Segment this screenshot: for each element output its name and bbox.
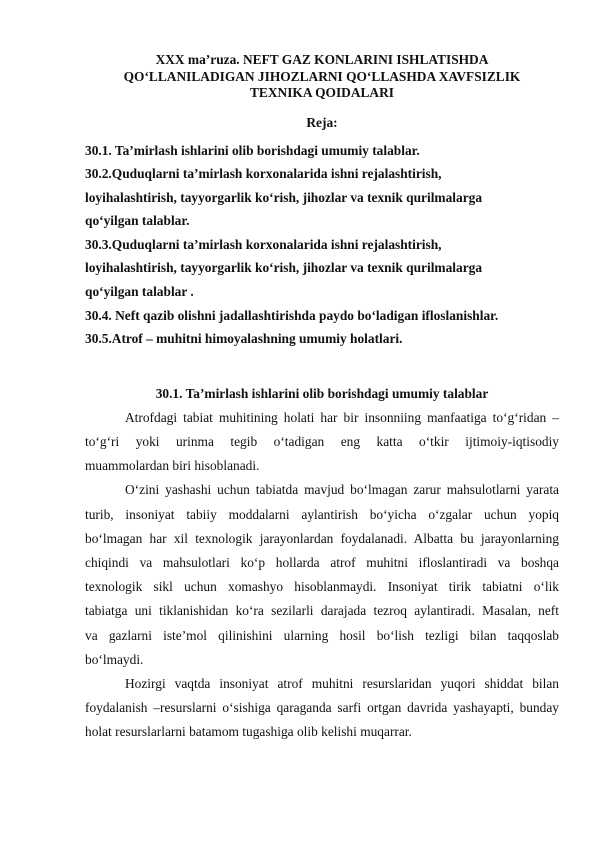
paragraph-line: tabiatga uni tiklanishidan ko‘ra sezilarli darajada tezroq aylantiradi. Masalan, neft bbox=[85, 603, 559, 619]
plan-item: 30.2.Quduqlarni ta’mirlash korxonalarida ishni rejalashtirish, bbox=[85, 166, 442, 182]
title-line: XXX ma’ruza. NEFT GAZ KONLARINI ISHLATISHDA bbox=[155, 52, 489, 67]
paragraph bbox=[85, 478, 559, 672]
plan-heading: Reja: bbox=[306, 114, 338, 130]
plan-list bbox=[85, 139, 559, 351]
paragraph-line: bo‘lmaydi. bbox=[85, 651, 144, 667]
plan-item: loyihalashtirish, tayyorgarlik ko‘rish, jihozlar va texnik qurilmalarga bbox=[85, 260, 483, 276]
section-title: 30.1. Ta’mirlash ishlarini olib borishdagi umumiy talablar bbox=[155, 385, 489, 401]
paragraph-line: Atrofdagi tabiat muhitining holati har bir insonniing manfaatiga to‘g‘ridan – bbox=[125, 409, 559, 425]
paragraph-line: holat resurslarlarni batamom tugashiga olib kelishi muqarrar. bbox=[85, 724, 412, 740]
plan-item: 30.1. Ta’mirlash ishlarini olib borishdagi umumiy talablar. bbox=[85, 142, 420, 158]
plan-item: loyihalashtirish, tayyorgarlik ko‘rish, jihozlar va texnik qurilmalarga bbox=[85, 189, 483, 205]
paragraph bbox=[85, 406, 559, 479]
paragraph bbox=[85, 672, 559, 745]
paragraph-line: turib, insoniyat tabiiy moddalarni aylantirish bo‘yicha o‘zgalar uchun yopiq bbox=[85, 506, 559, 522]
plan-item: 30.3.Quduqlarni ta’mirlash korxonalarida ishni rejalashtirish, bbox=[85, 236, 442, 252]
paragraph-line: va gazlarni iste’mol qilinishini ularning hosil bo‘lish tezligi bilan taqqoslab bbox=[85, 627, 559, 643]
plan-item: 30.5.Atrof – muhitni himoyalashning umumiy holatlari. bbox=[85, 331, 403, 347]
paragraph-line: muammolardan biri hisoblanadi. bbox=[85, 458, 260, 474]
lecture-title bbox=[85, 52, 559, 102]
plan-item: qo‘yilgan talablar . bbox=[85, 284, 194, 300]
plan-item: qo‘yilgan talablar. bbox=[85, 213, 190, 229]
paragraph-line: to‘g‘ri yoki urinma tegib o‘tadigan eng katta o‘tkir ijtimoiy-iqtisodiy bbox=[85, 434, 559, 450]
paragraph-line: foydalanish –resurslarni o‘sishiga qaraganda sarfi ortgan davrida yashayapti, bunday bbox=[85, 700, 559, 716]
paragraph-line: bo‘lmagan har xil texnologik jarayonlardan foydalanadi. Albatta bu jarayonlarning bbox=[85, 530, 559, 546]
document-page bbox=[85, 52, 559, 745]
paragraph-line: Hozirgi vaqtda insoniyat atrof muhitni resurslaridan yuqori shiddat bilan bbox=[125, 676, 559, 692]
title-line: TEXNIKA QOIDALARI bbox=[250, 85, 394, 100]
section-body bbox=[85, 406, 559, 745]
paragraph-line: texnologik sikl uchun xomashyo hisoblanmaydi. Insoniyat tirik tabiatni o‘lik bbox=[85, 579, 559, 595]
title-line: QO‘LLANILADIGAN JIHOZLARNI QO‘LLASHDA XAVFSIZLIK bbox=[123, 68, 521, 84]
paragraph-line: O‘zini yashashi uchun tabiatda mavjud bo‘lmagan zarur mahsulotlarni yarata bbox=[125, 482, 559, 498]
plan-item: 30.4. Neft qazib olishni jadallashtirishda paydo bo‘ladigan ifloslanishlar. bbox=[85, 307, 499, 323]
paragraph-line: chiqindi va mahsulotlari ko‘p hollarda atrof muhitni ifloslantiradi va boshqa bbox=[85, 555, 559, 571]
